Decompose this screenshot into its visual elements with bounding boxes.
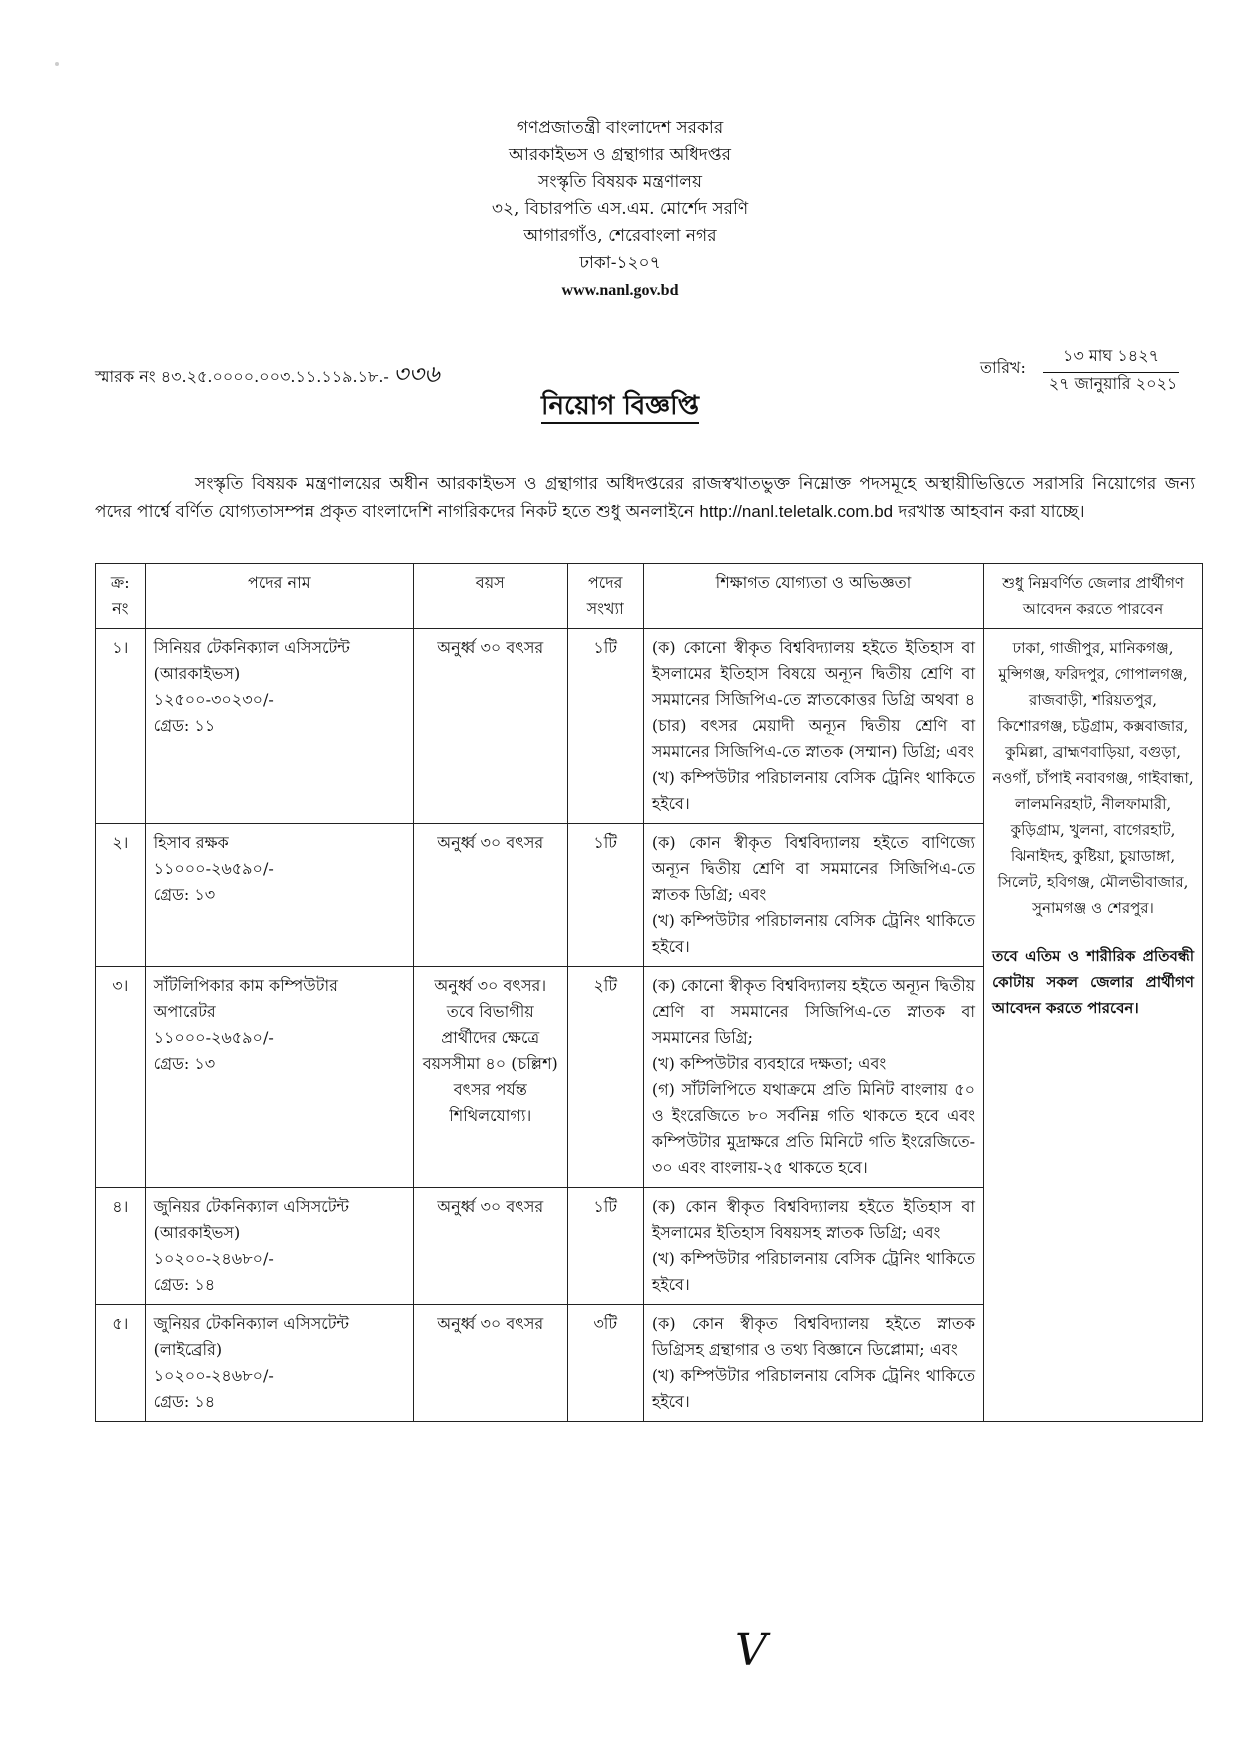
post-cell <box>145 967 413 1188</box>
post-line: গ্রেড: ১৪ <box>153 1275 216 1294</box>
post-cell <box>145 629 413 824</box>
age-cell <box>414 1188 568 1305</box>
website-link[interactable]: www.nanl.gov.bd <box>561 282 679 299</box>
qualification-cell <box>643 967 983 1188</box>
post-line: ১২৫০০-৩০২৩০/- <box>153 690 274 709</box>
qualification-line: (ক) কোনো স্বীকৃত বিশ্ববিদ্যালয় হইতে ইতিহাস বা ইসলামের ইতিহাস বিষয়ে অন্যূন দ্বিতীয় শ্রেণি বা সমমানের সিজিপিএ-তে স্নাতকোত্তর ডিগ্রি অথবা ৪ (চার) বৎসর মেয়াদী অন্যূন দ্বিতীয় শ্রেণি বা সমমানের সিজিপিএ-তে স্নাতক (সম্মান) ডিগ্রি; এবং <box>651 638 976 761</box>
post-line: গ্রেড: ১৩ <box>153 1054 216 1073</box>
header-districts: শুধু নিম্নবর্ণিত জেলার প্রার্থীগণ আবেদন করতে পারবেন <box>984 564 1203 629</box>
post-line: ১০২০০-২৪৬৮০/- <box>153 1366 274 1385</box>
age-cell <box>414 824 568 967</box>
qualification-cell <box>643 1188 983 1305</box>
age-line: অনুর্ধ্ব ৩০ বৎসর <box>437 1314 544 1333</box>
post-cell <box>145 1188 413 1305</box>
department-name: আরকাইভস ও গ্রন্থাগার অধিদপ্তর <box>509 145 731 165</box>
qualification-line: (খ) কম্পিউটার পরিচালনায় বেসিক ট্রেনিং থাকিতে হইবে। <box>651 768 976 813</box>
header-age: বয়স <box>414 564 568 629</box>
qualification-line: (খ) কম্পিউটার পরিচালনায় বেসিক ট্রেনিং থাকিতে হইবে। <box>651 1249 976 1294</box>
age-line: অনুর্ধ্ব ৩০ বৎসর <box>437 833 544 852</box>
age-cell <box>414 967 568 1188</box>
post-line: সাঁটলিপিকার কাম কম্পিউটার অপারেটর <box>153 976 338 1021</box>
header-serial: ক্র: নং <box>96 564 146 629</box>
qualification-line: (খ) কম্পিউটার পরিচালনায় বেসিক ট্রেনিং থাকিতে হইবে। <box>651 1366 976 1411</box>
ministry-name: সংস্কৃতি বিষয়ক মন্ত্রণালয় <box>538 172 702 192</box>
notice-title <box>0 385 1240 429</box>
post-cell <box>145 824 413 967</box>
age-line: তবে বিভাগীয় প্রার্থীদের ক্ষেত্রে বয়সসীমা ৪০ (চল্লিশ) বৎসর পর্যন্ত শিথিলযোগ্য। <box>422 1002 558 1125</box>
date-label: তারিখ: <box>980 358 1026 377</box>
districts-quota-note: তবে এতিম ও শারীরিক প্রতিবন্ধী কোটায় সকল জেলার প্রার্থীগণ আবেদন করতে পারবেন। <box>992 947 1194 1017</box>
post-count-cell: ১টি <box>567 824 643 967</box>
post-line: গ্রেড: ১১ <box>153 716 216 735</box>
serial-cell: ৩। <box>96 967 146 1188</box>
qualification-line: (গ) সাঁটলিপিতে যথাক্রমে প্রতি মিনিট বাংলায় ৫০ ও ইংরেজিতে ৮০ সর্বনিম্ন গতি থাকতে হবে এবং কম্পিউটার মুদ্রাক্ষরে প্রতি মিনিটে গতি ইংরেজিতে- ৩০ এবং বাংলায়-২৫ থাকতে হবে। <box>651 1080 976 1177</box>
post-line: গ্রেড: ১৩ <box>153 885 216 904</box>
post-count-cell: ১টি <box>567 1188 643 1305</box>
table-row <box>96 629 1203 824</box>
age-line: অনুর্ধ্ব ৩০ বৎসর। <box>434 976 547 995</box>
serial-cell: ৫। <box>96 1305 146 1422</box>
address-street: ৩২, বিচারপতি এস.এম. মোর্শেদ সরণি <box>491 199 749 219</box>
date-bangla: ১৩ মাঘ ১৪২৭ <box>1043 343 1179 373</box>
serial-cell: ৪। <box>96 1188 146 1305</box>
post-line: জুনিয়র টেকনিক্যাল এসিসটেন্ট (আরকাইভস) <box>153 1197 349 1242</box>
job-vacancy-table <box>95 563 1203 1422</box>
government-name: গণপ্রজাতন্ত্রী বাংলাদেশ সরকার <box>516 118 724 138</box>
districts-list: ঢাকা, গাজীপুর, মানিকগঞ্জ, মুন্সিগঞ্জ, ফরিদপুর, গোপালগঞ্জ, রাজবাড়ী, শরিয়তপুর, কিশোরগঞ্জ, চট্টগ্রাম, কক্সবাজার, কুমিল্লা, ব্রাহ্মণবাড়িয়া, বগুড়া, নওগাঁ, চাঁপাই নবাবগঞ্জ, গাইবান্ধা, লালমনিরহাট, নীলফামারী, কুড়িগ্রাম, খুলনা, বাগেরহাট, ঝিনাইদহ, কুষ্টিয়া, চুয়াডাঙ্গা, সিলেট, হবিগঞ্জ, মৌলভীবাজার, সুনামগঞ্জ ও শেরপুর। <box>992 639 1194 917</box>
post-cell <box>145 1305 413 1422</box>
memo-number-text: স্মারক নং ৪৩.২৫.০০০০.০০৩.১১.১১৯.১৮.- <box>95 367 389 386</box>
qualification-cell <box>643 824 983 967</box>
qualification-line: (খ) কম্পিউটার পরিচালনায় বেসিক ট্রেনিং থাকিতে হইবে। <box>651 911 976 956</box>
intro-text-after: দরখাস্ত আহবান করা যাচ্ছে। <box>893 502 1085 522</box>
age-line: অনুর্ধ্ব ৩০ বৎসর <box>437 638 544 657</box>
qualification-cell <box>643 629 983 824</box>
age-cell <box>414 1305 568 1422</box>
post-line: ১০২০০-২৪৬৮০/- <box>153 1249 274 1268</box>
qualification-line: (খ) কম্পিউটার ব্যবহারে দক্ষতা; এবং <box>651 1054 887 1073</box>
scan-speck <box>55 62 59 66</box>
qualification-cell <box>643 1305 983 1422</box>
intro-text-before: সংস্কৃতি বিষয়ক মন্ত্রণালয়ের অধীন আরকাইভস ও গ্রন্থাগার অধিদপ্তরের রাজস্বখাতভুক্ত নিম্নোক্ত পদসমূহে অস্থায়ীভিত্তিতে সরাসরি নিয়োগের জন্য পদের পার্শ্বে বর্ণিত যোগ্যতাসম্পন্ন প্রকৃত বাংলাদেশি নাগরিকদের নিকট হতে শুধু অনলাইনে <box>95 474 1195 522</box>
header-post: পদের নাম <box>145 564 413 629</box>
signature-mark: V <box>735 1625 767 1676</box>
post-line: ১১০০০-২৬৫৯০/- <box>153 859 274 878</box>
address-city: ঢাকা-১২০৭ <box>579 253 661 273</box>
intro-paragraph <box>95 470 1195 526</box>
address-area: আগারগাঁও, শেরেবাংলা নগর <box>523 226 717 246</box>
post-count-cell: ১টি <box>567 629 643 824</box>
post-line: হিসাব রক্ষক <box>153 833 229 852</box>
qualification-line: (ক) কোন স্বীকৃত বিশ্ববিদ্যালয় হইতে স্নাতক ডিগ্রিসহ গ্রন্থাগার ও তথ্য বিজ্ঞানে ডিপ্লোমা; এবং <box>651 1314 976 1359</box>
districts-cell <box>984 629 1203 1422</box>
office-header <box>0 115 1240 304</box>
date-english: ২৭ জানুয়ারি ২০২১ <box>1048 374 1178 393</box>
serial-cell: ১। <box>96 629 146 824</box>
post-line: জুনিয়র টেকনিক্যাল এসিসটেন্ট (লাইব্রেরি) <box>153 1314 349 1359</box>
post-count-cell: ৩টি <box>567 1305 643 1422</box>
serial-cell: ২। <box>96 824 146 967</box>
age-line: অনুর্ধ্ব ৩০ বৎসর <box>437 1197 544 1216</box>
post-line: ১১০০০-২৬৫৯০/- <box>153 1028 274 1047</box>
qualification-line: (ক) কোন স্বীকৃত বিশ্ববিদ্যালয় হইতে ইতিহাস বা ইসলামের ইতিহাস বিষয়সহ স্নাতক ডিগ্রি; এবং <box>651 1197 976 1242</box>
notice-title-text: নিয়োগ বিজ্ঞপ্তি <box>541 391 699 424</box>
application-url-link[interactable]: http://nanl.teletalk.com.bd <box>699 502 894 521</box>
qualification-line: (ক) কোনো স্বীকৃত বিশ্ববিদ্যালয় হইতে অন্যূন দ্বিতীয় শ্রেণি বা সমমানের সিজিপিএ-তে স্নাতক বা সমমানের ডিগ্রি; <box>651 976 976 1047</box>
post-line: গ্রেড: ১৪ <box>153 1392 216 1411</box>
age-cell <box>414 629 568 824</box>
post-line: সিনিয়র টেকনিক্যাল এসিসটেন্ট (আরকাইভস) <box>153 638 350 683</box>
table-header-row <box>96 564 1203 629</box>
table-body <box>96 629 1203 1422</box>
post-count-cell: ২টি <box>567 967 643 1188</box>
memo-handwritten-suffix: ৩৩৬ <box>392 360 440 388</box>
header-count: পদের সংখ্যা <box>567 564 643 629</box>
header-qualification: শিক্ষাগত যোগ্যতা ও অভিজ্ঞতা <box>643 564 983 629</box>
qualification-line: (ক) কোন স্বীকৃত বিশ্ববিদ্যালয় হইতে বাণিজ্যে অন্যূন দ্বিতীয় শ্রেণি বা সমমানের সিজিপিএ-তে স্নাতক ডিগ্রি; এবং <box>651 833 976 904</box>
